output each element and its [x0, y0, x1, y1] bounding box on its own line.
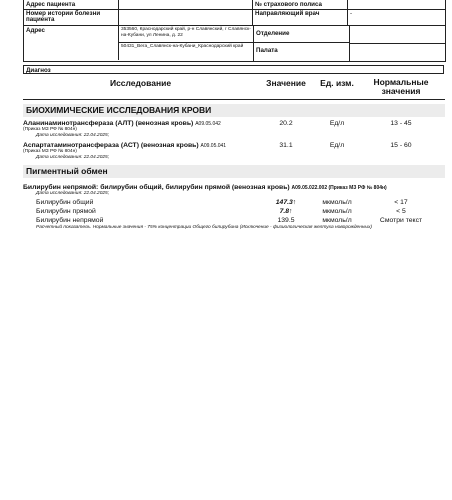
patient-address-label: Адрес пациента	[24, 0, 119, 9]
ast-date: Дата исследования: 22.04.2025;	[36, 155, 110, 160]
pigment-test-code: A09.05.022.002 (Приказ МЗ РФ № 804н)	[291, 185, 387, 191]
ast-name: Аспартатаминотрансфераза (АСТ) (венозная кровь)	[23, 142, 199, 149]
pigment-test-name: Билирубин непрямой: билирубин общий, билирубин прямой (венозная кровь)	[23, 184, 290, 191]
ast-value: 31.1	[279, 142, 293, 149]
history-value	[119, 10, 253, 25]
department-label: Отделение	[254, 26, 349, 43]
alt-name: Аланинаминотрансфераза (АЛТ) (венозная кровь)	[23, 120, 194, 127]
table-row	[23, 208, 445, 215]
pigment-date: Дата исследования: 22.04.2025;	[36, 191, 110, 196]
table-row	[23, 199, 445, 206]
ast-unit: Ед/л	[329, 142, 345, 149]
ast-norm: 15 - 60	[390, 142, 412, 149]
bilirubin-direct-name: Билирубин прямой	[36, 208, 96, 215]
history-label: Номер истории болезни пациента	[24, 10, 119, 25]
header-divider	[23, 99, 445, 100]
referring-value: -	[350, 10, 353, 17]
bilirubin-total-unit: мкмоль/л	[322, 199, 352, 206]
table-row	[23, 217, 445, 224]
alt-date: Дата исследования: 22.04.2025;	[36, 133, 110, 138]
bilirubin-direct-norm: < 5	[396, 208, 406, 215]
test-row-ast	[23, 142, 445, 161]
department-value	[350, 26, 445, 44]
ast-order: (Приказ МЗ РФ № 804н)	[23, 149, 77, 154]
calculation-note: Расчетный показатель. Нормальные значения - 75% концентрации Общего билирубина (Исключение - физиологическая желтуха новорожденных)	[36, 225, 373, 230]
alt-code: A09.05.042	[195, 121, 221, 127]
bilirubin-direct-unit: мкмоль/л	[322, 208, 352, 215]
bilirubin-indirect-unit: мкмоль/л	[322, 217, 352, 224]
address-line1: 353560, Краснодарский край, р-н Славянский, г Славянск-на-Кубани, ул Ленина, д. 22	[119, 26, 253, 43]
alt-norm: 13 - 45	[390, 120, 412, 127]
patient-address-value	[119, 0, 253, 9]
col-value: Значение	[266, 78, 306, 88]
ward-value	[350, 44, 445, 61]
bilirubin-total-value: 147.3↑	[275, 199, 297, 206]
info-row-addr-dept	[24, 25, 445, 61]
report-page	[23, 0, 445, 230]
col-test: Исследование	[109, 78, 172, 88]
bilirubin-direct-value: 7.8↑	[279, 208, 293, 215]
bilirubin-indirect-value: 139.5	[277, 217, 295, 224]
alt-unit: Ед/л	[329, 120, 345, 127]
bilirubin-total-name: Билирубин общий	[36, 199, 94, 206]
info-row-address	[24, 0, 445, 9]
bilirubin-indirect-name: Билирубин непрямой	[36, 217, 104, 224]
alt-value: 20.2	[279, 120, 293, 127]
insurance-value	[348, 0, 445, 9]
diagnosis-label: Диагноз	[23, 65, 444, 74]
col-unit: Ед. изм.	[320, 78, 354, 88]
column-headers	[23, 77, 445, 99]
col-norm: Нормальные значения	[373, 77, 429, 96]
address-line2: 50431_Вега_Славянск-на-Кубани_Краснодарский край	[121, 44, 244, 49]
ast-code: A09.05.041	[200, 143, 227, 149]
referring-label: Направляющий врач	[253, 10, 348, 25]
test-row-alt	[23, 120, 445, 139]
insurance-label: № страхового полиса	[253, 0, 348, 9]
section-biochem: БИОХИМИЧЕСКИЕ ИССЛЕДОВАНИЯ КРОВИ	[23, 104, 445, 117]
bilirubin-total-norm: < 17	[394, 199, 408, 206]
info-row-history	[24, 9, 445, 25]
ward-label: Палата	[256, 47, 278, 54]
section-pigment: Пигментный обмен	[23, 165, 445, 178]
pigment-test-title	[23, 184, 445, 191]
patient-info-table	[23, 0, 446, 62]
address-label: Адрес	[24, 26, 119, 60]
alt-order: (Приказ МЗ РФ № 804н)	[23, 127, 77, 132]
bilirubin-indirect-norm: Смотри текст	[379, 217, 423, 224]
